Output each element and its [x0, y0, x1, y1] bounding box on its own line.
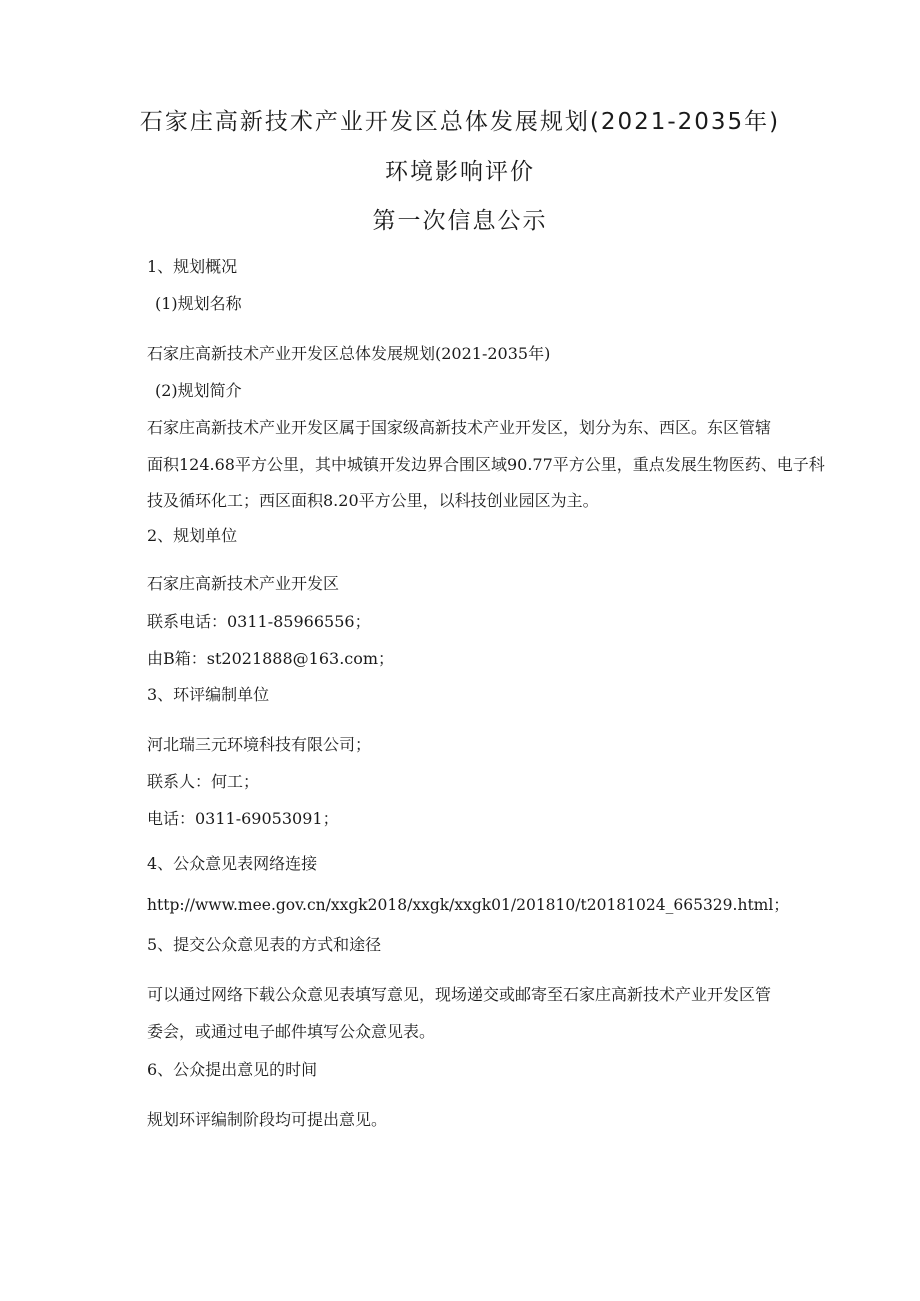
planning-unit-phone: 联系电话：0311-85966556；: [147, 612, 371, 631]
section-1-subheading-name: (1)规划名称: [155, 294, 242, 313]
document-title-line-2: 环境影响评价: [385, 159, 535, 185]
section-6-heading: 6、公众提出意见的时间: [147, 1060, 318, 1079]
section-3-heading: 3、环评编制单位: [147, 685, 270, 704]
submission-method-line-2: 委会，或通过电子邮件填写公众意见表。: [147, 1022, 436, 1041]
plan-intro-line-3: 技及循环化工；西区面积8.20平方公里，以科技创业园区为主。: [147, 491, 599, 510]
eia-company-name: 河北瑞三元环境科技有限公司；: [147, 735, 372, 754]
section-4-heading: 4、公众意见表网络连接: [147, 854, 318, 873]
eia-phone: 电话：0311-69053091；: [147, 809, 339, 828]
planning-unit-name: 石家庄高新技术产业开发区: [147, 574, 340, 593]
document-title-line-3: 第一次信息公示: [372, 208, 548, 234]
section-1-heading: 1、规划概况: [147, 257, 238, 276]
section-2-heading: 2、规划单位: [147, 526, 238, 545]
submission-method-line-1: 可以通过网络下载公众意见表填写意见，现场递交或邮寄至石家庄高新技术产业开发区管: [147, 985, 772, 1004]
section-1-subheading-intro: (2)规划简介: [155, 381, 242, 400]
planning-unit-email: 由B箱：st2021888@163.com；: [147, 649, 395, 668]
document-title-line-1: 石家庄高新技术产业开发区总体发展规划(2021-2035年): [139, 109, 781, 135]
opinion-time-text: 规划环评编制阶段均可提出意见。: [147, 1110, 388, 1129]
eia-contact-person: 联系人：何工；: [147, 772, 260, 791]
plan-name: 石家庄高新技术产业开发区总体发展规划(2021-2035年): [147, 344, 551, 363]
plan-intro-line-2: 面积124.68平方公里，其中城镇开发边界合围区域90.77平方公里，重点发展生物医药、电子科: [147, 455, 825, 474]
section-5-heading: 5、提交公众意见表的方式和途径: [147, 935, 382, 954]
opinion-form-link[interactable]: http://www.mee.gov.cn/xxgk2018/xxgk/xxgk01/201810/t20181024_665329.html；: [147, 896, 789, 914]
plan-intro-line-1: 石家庄高新技术产业开发区属于国家级高新技术产业开发区，划分为东、西区。东区管辖: [147, 418, 772, 437]
